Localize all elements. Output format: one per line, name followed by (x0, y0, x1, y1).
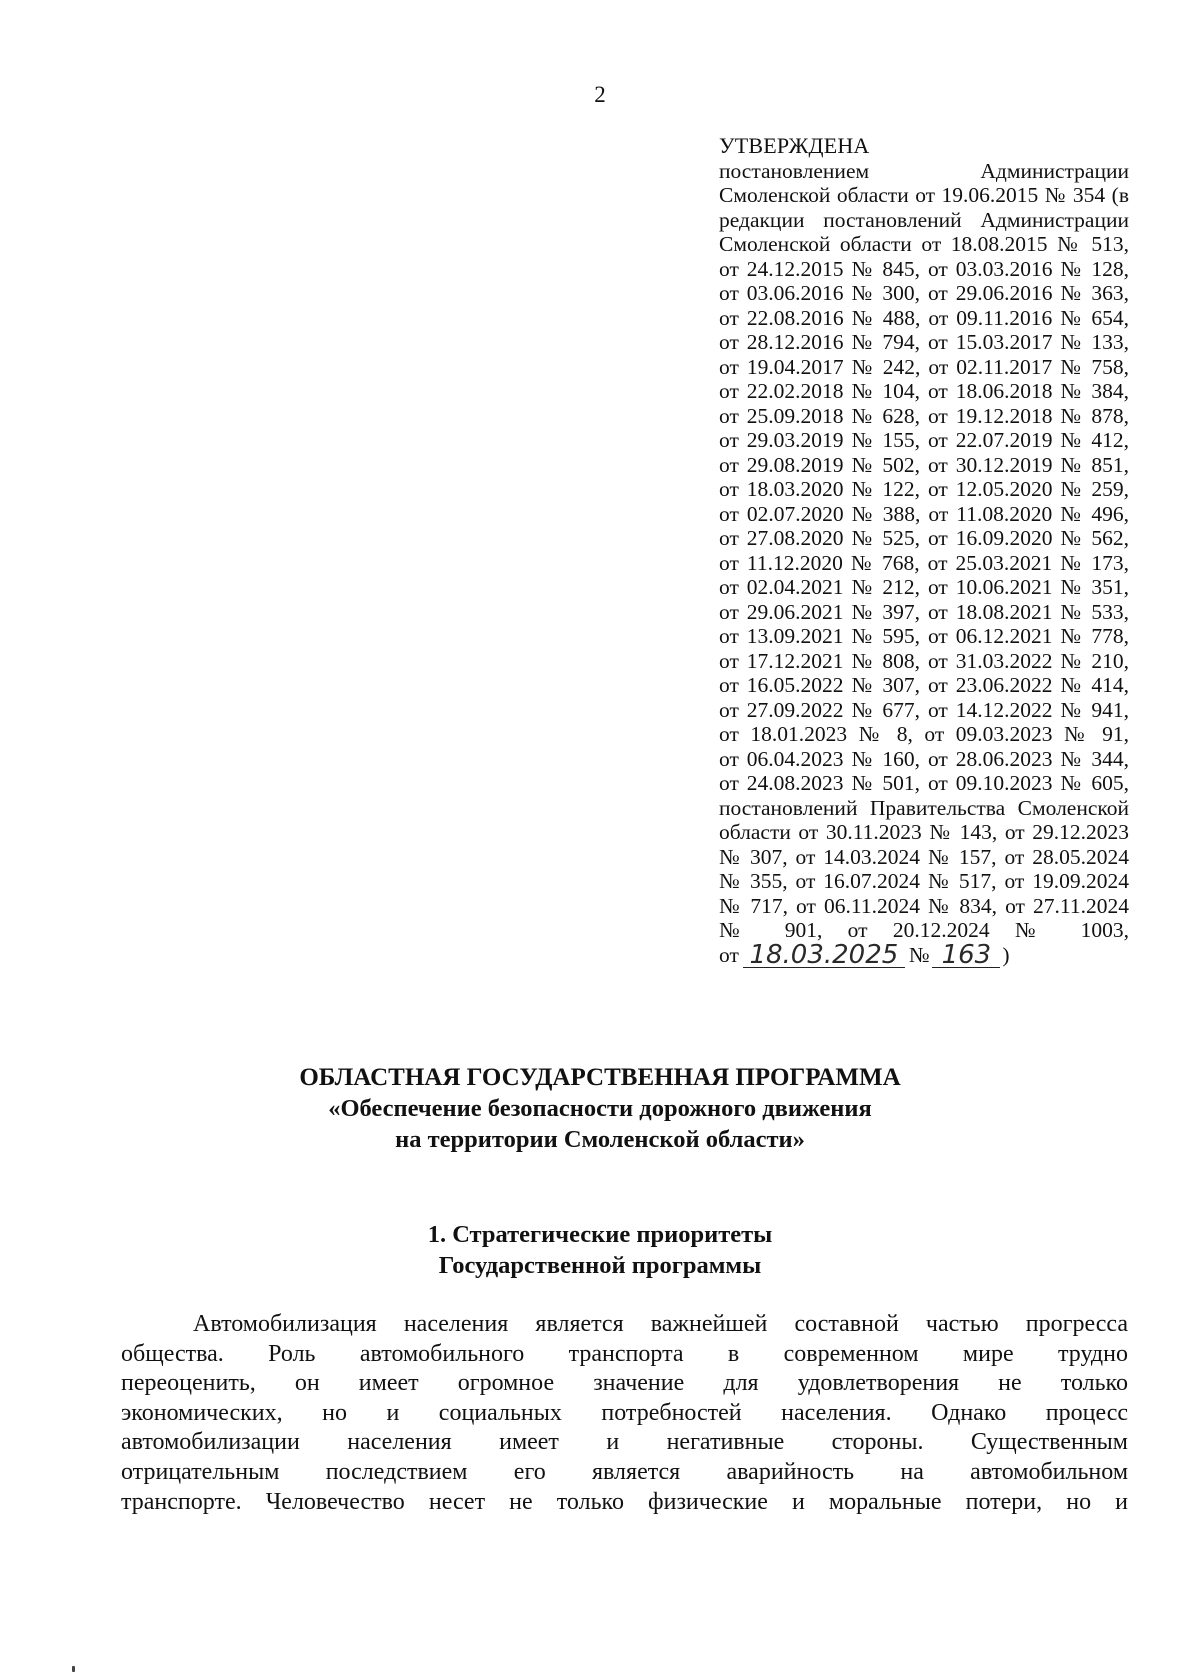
approval-line: от 11.12.2020 № 768, от 25.03.2021 № 173, (719, 550, 1129, 575)
program-subtitle-line1: «Обеспечение безопасности дорожного движения (328, 1095, 872, 1122)
approval-line: Смоленской области от 19.06.2015 № 354 (в (719, 183, 1129, 207)
approval-line (719, 159, 1129, 184)
body-paragraph (121, 1310, 1128, 1517)
approval-line: от 02.07.2020 № 388, от 11.08.2020 № 496, (719, 501, 1129, 526)
approval-line: от 02.04.2021 № 212, от 10.06.2021 № 351, (719, 575, 1129, 599)
approval-line: от 16.05.2022 № 307, от 23.06.2022 № 414, (719, 673, 1129, 697)
approval-line: от 22.08.2016 № 488, от 09.11.2016 № 654, (719, 305, 1129, 330)
section-title-line2: Государственной программы (438, 1252, 762, 1279)
approval-line: от 18.03.2020 № 122, от 12.05.2020 № 259, (719, 477, 1129, 501)
program-title: ОБЛАСТНАЯ ГОСУДАРСТВЕННАЯ ПРОГРАММА (299, 1064, 901, 1091)
approval-line: № 355, от 16.07.2024 № 517, от 19.09.2024 (719, 869, 1129, 893)
approval-line: от 29.08.2019 № 502, от 30.12.2019 № 851, (719, 452, 1129, 477)
approval-signature-line (719, 939, 1129, 970)
approval-line: № 717, от 06.11.2024 № 834, от 27.11.2024 (719, 893, 1129, 918)
approval-line: постановлений Правительства Смоленской (719, 795, 1129, 820)
approval-line: от 13.09.2021 № 595, от 06.12.2021 № 778, (719, 624, 1129, 648)
approval-line: от 22.02.2018 № 104, от 18.06.2018 № 384, (719, 379, 1129, 403)
page-number: 2 (594, 82, 606, 107)
approval-line: № 901, от 20.12.2024 № 1003, (719, 918, 1129, 942)
signature-close-paren: ) (1002, 943, 1010, 967)
signature-number-label: № (908, 943, 930, 967)
approval-line: от 17.12.2021 № 808, от 31.03.2022 № 210, (719, 648, 1129, 673)
scan-mark (72, 1666, 75, 1672)
approval-line: от 28.12.2016 № 794, от 15.03.2017 № 133, (719, 330, 1129, 354)
approval-line: от 24.08.2023 № 501, от 09.10.2023 № 605, (719, 771, 1129, 795)
body-line: экономических, но и социальных потребностей населения. Однако процесс (121, 1399, 1128, 1426)
program-subtitle-line2: на территории Смоленской области» (395, 1126, 805, 1153)
approval-line: от 25.09.2018 № 628, от 19.12.2018 № 878, (719, 403, 1129, 428)
body-line: Автомобилизация населения является важнейшей составной частью прогресса (193, 1311, 1128, 1337)
approval-line: от 29.03.2019 № 155, от 22.07.2019 № 412, (719, 428, 1129, 452)
approval-line: № 307, от 14.03.2024 № 157, от 28.05.2024 (719, 844, 1129, 869)
handwritten-date: 18.03.2025 (743, 943, 905, 968)
approval-block (719, 134, 1129, 968)
approval-line-right: Администрации (980, 158, 1129, 183)
approval-line: от 18.01.2023 № 8, от 09.03.2023 № 91, (719, 722, 1129, 746)
approval-line: от 24.12.2015 № 845, от 03.03.2016 № 128, (719, 256, 1129, 281)
section-title-line1: 1. Стратегические приоритеты (427, 1221, 773, 1248)
approval-line: от 29.06.2021 № 397, от 18.08.2021 № 533, (719, 599, 1129, 624)
body-line: общества. Роль автомобильного транспорта в современном мире трудно (121, 1340, 1128, 1367)
approval-line: Смоленской области от 18.08.2015 № 513, (719, 232, 1129, 256)
approval-title: УТВЕРЖДЕНА (719, 133, 870, 158)
approval-line: от 06.04.2023 № 160, от 28.06.2023 № 344, (719, 746, 1129, 771)
signature-prefix: от (719, 943, 739, 967)
body-line: переоценить, он имеет огромное значение для удовлетворения не только (121, 1370, 1128, 1397)
body-line: транспорте. Человечество несет не только физические и моральные потери, но и (121, 1488, 1128, 1515)
body-line: отрицательным последствием его является аварийность на автомобильном (121, 1458, 1128, 1485)
approval-line: области от 30.11.2023 № 143, от 29.12.2023 (719, 820, 1129, 844)
approval-line-left: постановлением (719, 158, 870, 183)
approval-line: от 03.06.2016 № 300, от 29.06.2016 № 363, (719, 281, 1129, 305)
approval-line: редакции постановлений Администрации (719, 207, 1129, 232)
approval-line: от 19.04.2017 № 242, от 02.11.2017 № 758, (719, 354, 1129, 379)
body-line: автомобилизации населения имеет и негативные стороны. Существенным (121, 1429, 1128, 1456)
handwritten-number: 163 (932, 943, 1000, 968)
approval-line: от 27.09.2022 № 677, от 14.12.2022 № 941, (719, 697, 1129, 722)
approval-line: от 27.08.2020 № 525, от 16.09.2020 № 562, (719, 526, 1129, 550)
